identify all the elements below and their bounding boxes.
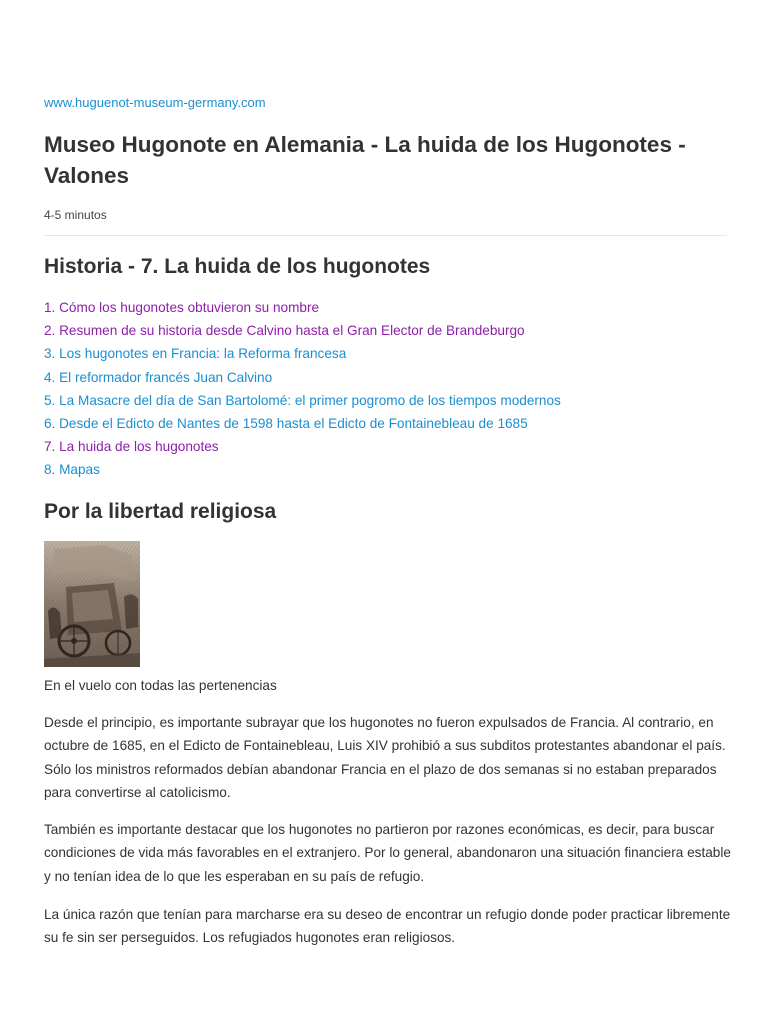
article-title: Museo Hugonote en Alemania - La huida de los Hugonotes - Valones: [44, 132, 686, 188]
source-link[interactable]: www.huguenot-museum-germany.com: [44, 95, 266, 110]
toc-link[interactable]: 2. Resumen de su historia desde Calvino hasta el Gran Elector de Brandeburgo: [44, 323, 525, 339]
section-heading-libertad: Por la libertad religiosa: [44, 500, 277, 523]
toc-item: [44, 319, 561, 342]
toc-item: [44, 435, 561, 458]
toc-link[interactable]: 5. La Masacre del día de San Bartolomé: el primer pogromo de los tiempos modernos: [44, 392, 561, 408]
toc-link[interactable]: 4. El reformador francés Juan Calvino: [44, 369, 273, 385]
toc-link[interactable]: 1. Cómo los hugonotes obtuvieron su nombre: [44, 300, 320, 315]
table-of-contents: [44, 296, 561, 482]
toc-item: [44, 458, 561, 481]
toc-link[interactable]: 8. Mapas: [44, 462, 100, 478]
paragraph: Desde el principio, es importante subrayar que los hugonotes no fueron expulsados de Francia. Al contrario, en octubre de 1685, en el Edicto de Fontainebleau, Luis XIV prohibió a sus subditos protestantes abandonar el país. Sólo los ministros reformados debían abandonar Francia en el plazo de dos semanas si no estaban preparados para convertirse al catolicismo.: [44, 715, 726, 800]
image-caption: En el vuelo con todas las pertenencias: [44, 678, 277, 693]
read-time: 4-5 minutos: [44, 208, 107, 222]
toc-link[interactable]: 7. La huida de los hugonotes: [44, 439, 219, 455]
section-heading-historia: Historia - 7. La huida de los hugonotes: [44, 255, 431, 278]
toc-item: [44, 366, 561, 389]
toc-item: [44, 412, 561, 435]
paragraph: También es importante destacar que los hugonotes no partieron por razones económicas, es decir, para buscar condiciones de vida más favorables en el extranjero. Por lo general, abandonaron una situación financiera estable y no tenían idea de lo que les esperaban en su país de refugio.: [44, 822, 731, 884]
engraving-image: [44, 541, 140, 667]
toc-item: [44, 389, 561, 412]
paragraph: La única razón que tenían para marcharse era su deseo de encontrar un refugio donde poder practicar libremente su fe sin ser perseguidos. Los refugiados hugonotes eran religiosos.: [44, 907, 731, 946]
toc-item: [44, 296, 561, 319]
divider: [44, 235, 727, 236]
toc-item: [44, 342, 561, 365]
toc-link[interactable]: 3. Los hugonotes en Francia: la Reforma francesa: [44, 346, 347, 362]
toc-link[interactable]: 6. Desde el Edicto de Nantes de 1598 hasta el Edicto de Fontainebleau de 1685: [44, 415, 528, 431]
